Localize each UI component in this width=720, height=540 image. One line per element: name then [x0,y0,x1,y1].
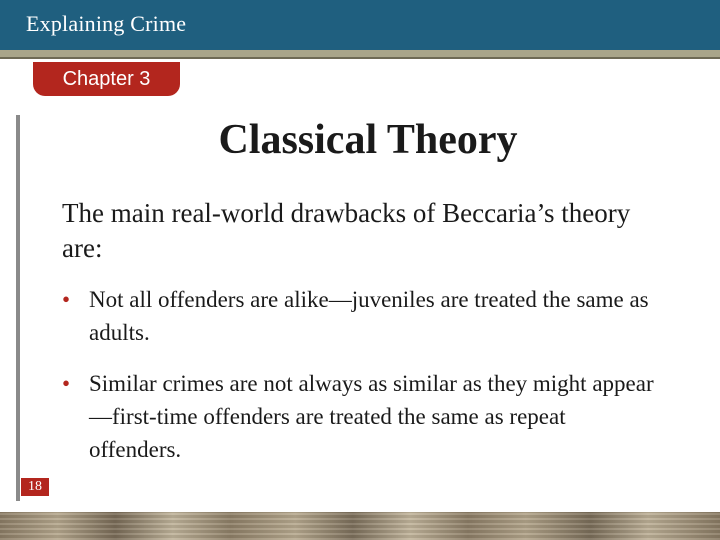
bullet-dot: • [62,371,71,396]
header-divider [0,57,720,59]
chapter-tab [33,62,180,96]
header-stripe [0,50,720,57]
bullet-item [62,283,662,349]
slide-title: Classical Theory [218,117,518,163]
page-number: 18 [21,478,49,496]
chapter-label: Chapter 3 [62,68,151,90]
lead-paragraph: The main real-world drawbacks of Beccaria’s theory are: [62,198,631,263]
header-title: Explaining Crime [26,11,187,36]
header-bar [0,0,720,50]
left-vertical-rule [16,115,20,501]
footer-texture-strip [0,512,720,540]
bullet-dot: • [62,287,71,312]
bullet-item [62,367,662,466]
bullet-text: Similar crimes are not always as similar as they might appear—first-time offenders are treated the same as repeat offenders. [89,371,654,462]
bullet-text: Not all offenders are alike—juveniles are treated the same as adults. [89,287,649,345]
